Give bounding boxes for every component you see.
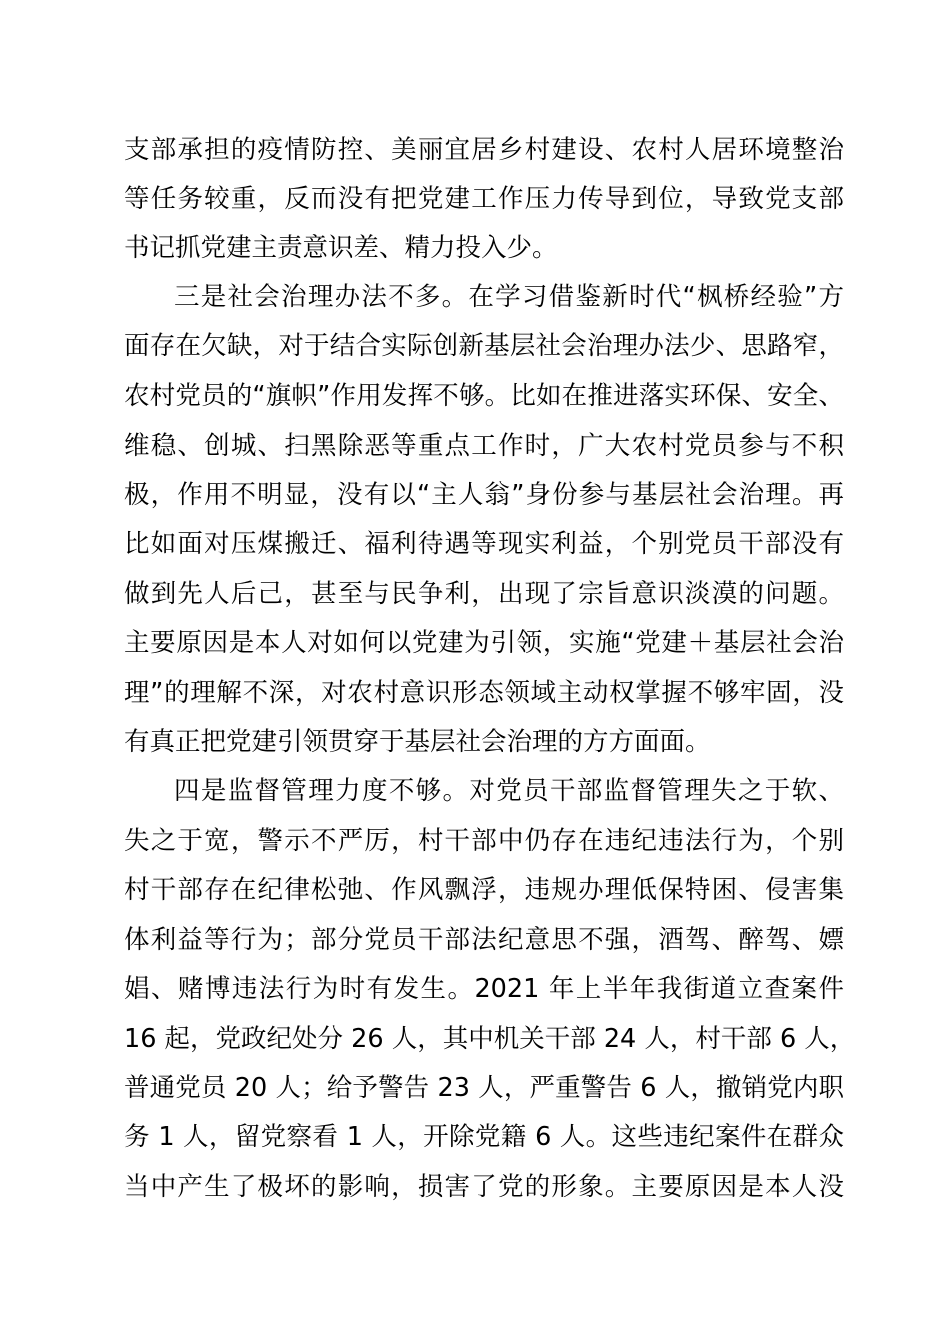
paragraph-start-line: 三是社会治理办法不多。在学习借鉴新时代“枫桥经验”方 [174, 282, 844, 312]
text-line: 极，作用不明显，没有以“主人翁”身份参与基层社会治理。再 [124, 480, 844, 510]
text-line: 主要原因是本人对如何以党建为引领，实施“党建＋基层社会治 [124, 628, 844, 658]
text-line: 维稳、创城、扫黑除恶等重点工作时，广大农村党员参与不积 [124, 431, 844, 461]
text-line: 支部承担的疫情防控、美丽宜居乡村建设、农村人居环境整治 [124, 135, 844, 165]
text-line: 书记抓党建主责意识差、精力投入少。 [124, 233, 558, 263]
text-line: 比如面对压煤搬迁、福利待遇等现实利益，个别党员干部没有 [124, 529, 844, 559]
text-line: 面存在欠缺，对于结合实际创新基层社会治理办法少、思路窄， [124, 331, 844, 361]
text-line: 16 起，党政纪处分 26 人，其中机关干部 24 人，村干部 6 人， [124, 1024, 856, 1054]
text-line: 体利益等行为；部分党员干部法纪意思不强，酒驾、醉驾、嫖 [124, 925, 844, 955]
text-line: 有真正把党建引领贯穿于基层社会治理的方方面面。 [124, 727, 711, 757]
text-line: 理”的理解不深，对农村意识形态领域主动权掌握不够牢固，没 [124, 678, 844, 708]
text-line: 务 1 人，留党察看 1 人，开除党籍 6 人。这些违纪案件在群众 [124, 1122, 844, 1152]
text-line: 失之于宽，警示不严厉，村干部中仍存在违纪违法行为，个别 [124, 826, 844, 856]
text-line: 普通党员 20 人；给予警告 23 人，严重警告 6 人，撤销党内职 [124, 1073, 844, 1103]
text-line: 农村党员的“旗帜”作用发挥不够。比如在推进落实环保、安全、 [124, 381, 844, 411]
text-line: 村干部存在纪律松弛、作风飘浮，违规办理低保特困、侵害集 [124, 875, 844, 905]
paragraph-start-line: 四是监督管理力度不够。对党员干部监督管理失之于软、 [174, 776, 844, 806]
text-line: 娼、赌博违法行为时有发生。2021 年上半年我街道立查案件 [124, 974, 844, 1004]
text-line: 等任务较重，反而没有把党建工作压力传导到位，导致党支部 [124, 184, 844, 214]
text-line: 做到先人后己，甚至与民争利，出现了宗旨意识淡漠的问题。 [124, 579, 844, 609]
text-line: 当中产生了极坏的影响，损害了党的形象。主要原因是本人没 [124, 1172, 844, 1202]
